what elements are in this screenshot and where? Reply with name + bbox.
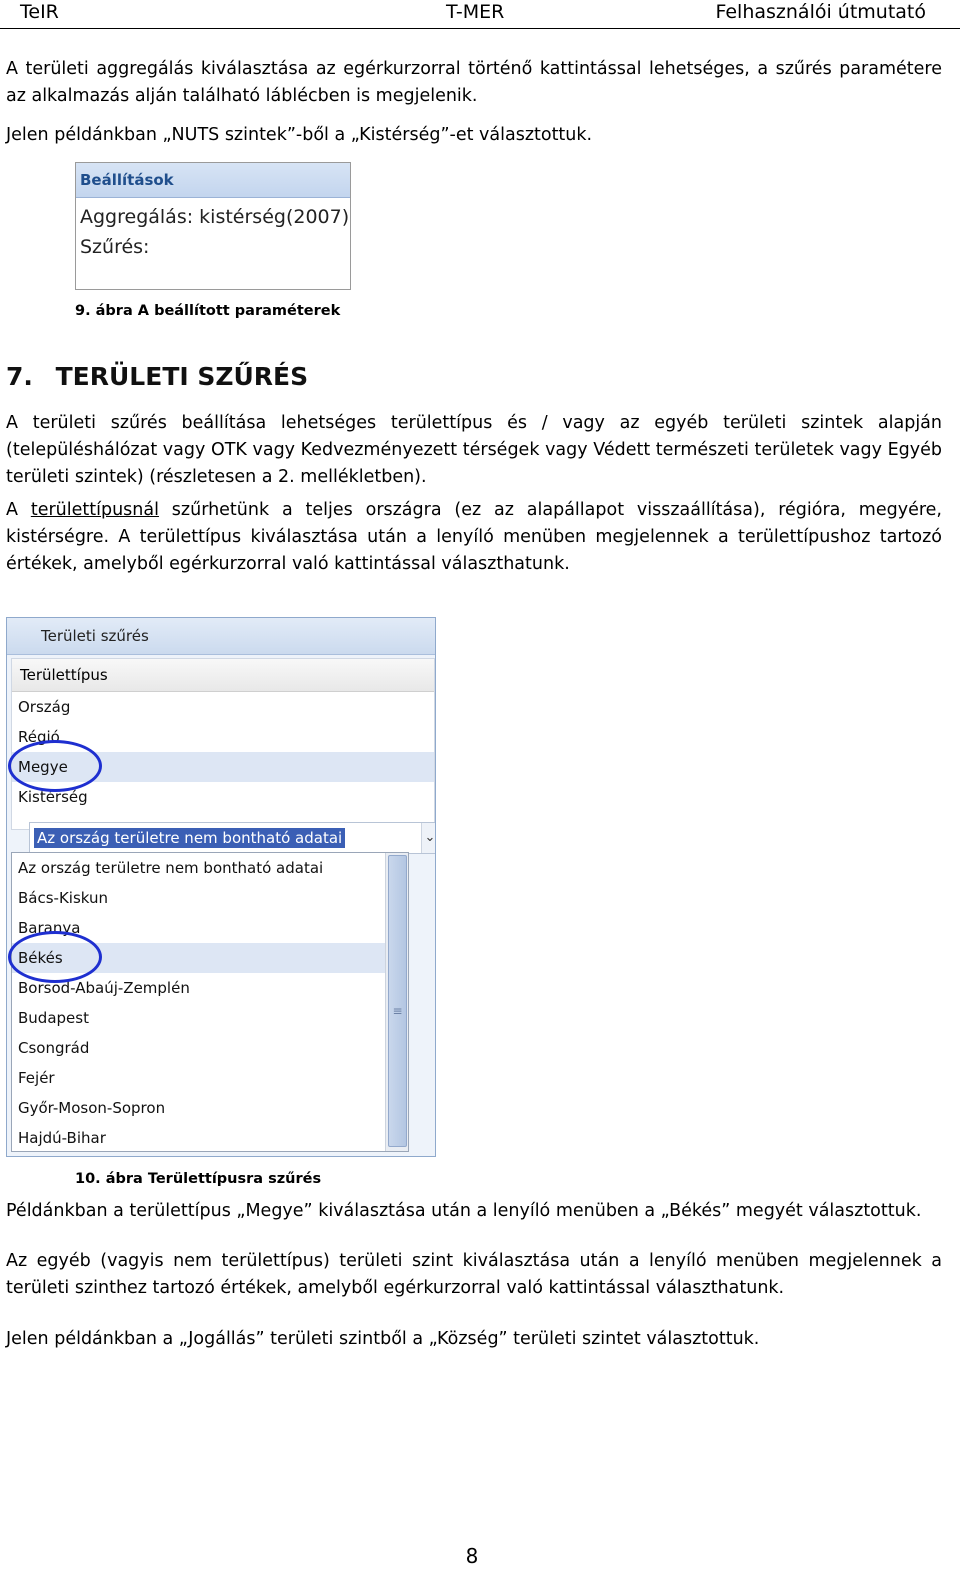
territory-type-item[interactable]: Ország: [18, 698, 71, 716]
section-paragraph-1: A területi szűrés beállítása lehetséges területtípus és / vagy az egyéb területi szintek alapján (településhálózat vagy OTK vagy Kedvezményezett térségek vagy Védett természeti területek vagy Egyéb területi szintek) (részletesen a 2. mellékletben).: [6, 413, 942, 487]
combobox-value: Az ország területre nem bontható adatai: [34, 828, 345, 848]
territory-type-link: területtípusnál: [30, 500, 159, 520]
territory-type-item[interactable]: Kistérség: [18, 788, 88, 806]
territory-type-item-selected[interactable]: Megye: [12, 752, 434, 782]
figure-9-caption: 9. ábra A beállított paraméterek: [75, 303, 341, 319]
settings-panel-figure: [75, 162, 351, 290]
scrollbar-thumb[interactable]: [388, 855, 407, 1147]
example-paragraph-2: Jelen példánkban a „Jogállás” területi szintből a „Község” területi szintet választottuk.: [6, 1329, 760, 1349]
dropdown-item[interactable]: Bács-Kiskun: [18, 889, 109, 907]
filter-line: Szűrés:: [80, 236, 150, 258]
figure-10-caption: 10. ábra Területtípusra szűrés: [75, 1171, 322, 1187]
highlight-circle-megye: [8, 740, 102, 792]
other-level-paragraph: Az egyéb (vagyis nem területtípus) területi szint kiválasztása után a lenyíló menüben megjelennek a területi szinthez tartozó értékek, amelyből egérkurzorral való kattintással választhatunk.: [6, 1251, 942, 1298]
section-title: TERÜLETI SZŰRÉS: [55, 362, 309, 391]
dropdown-item[interactable]: Az ország területre nem bontható adatai: [18, 859, 324, 877]
dropdown-item[interactable]: Fejér: [18, 1069, 55, 1087]
section-paragraph-2: A területtípusnál szűrhetünk a teljes országra (ez az alapállapot visszaállítása), régióra, megyére, kistérségre. A területtípus kiválasztása után a lenyíló menüben megjelennek a területtípushoz tartozó értékek, amelyből egérkurzorral való kattintással választhatunk.: [6, 500, 942, 574]
chevron-down-icon[interactable]: ⌄: [421, 823, 436, 853]
highlight-circle-bekes: [8, 931, 102, 983]
dropdown-item[interactable]: Hajdú-Bihar: [18, 1129, 106, 1147]
page-header: [0, 0, 960, 29]
dropdown-item[interactable]: Baranya: [18, 919, 81, 937]
header-left: TeIR: [20, 1, 59, 23]
header-center: T-MER: [446, 1, 505, 23]
intro-example: Jelen példánkban „NUTS szintek”-ből a „Kistérség”-et választottuk.: [6, 125, 593, 145]
territorial-filter-title: Területi szűrés: [7, 618, 435, 655]
grip-icon: ≡: [392, 1004, 403, 1018]
page-number: 8: [465, 1544, 479, 1568]
dropdown-item[interactable]: Győr-Moson-Sopron: [18, 1099, 166, 1117]
territory-type-item[interactable]: Régió: [18, 728, 60, 746]
section-heading: [6, 362, 308, 391]
territorial-filter-panel: [6, 617, 436, 1157]
dropdown-item[interactable]: Budapest: [18, 1009, 89, 1027]
intro-paragraph: A területi aggregálás kiválasztása az egérkurzorral történő kattintással lehetséges, a szűrés paramétere az alkalmazás alján található láblécben is megjelenik.: [6, 59, 942, 106]
territory-value-combobox[interactable]: [29, 822, 436, 854]
aggregation-line: Aggregálás: kistérség(2007): [80, 206, 350, 228]
settings-panel-title: Beállítások: [76, 163, 350, 198]
header-right: Felhasználói útmutató: [715, 1, 926, 23]
dropdown-item-selected[interactable]: Békés: [12, 943, 408, 973]
territory-value-dropdown: [11, 852, 409, 1152]
dropdown-scrollbar[interactable]: [385, 853, 408, 1151]
territory-type-header: Területtípus: [12, 659, 434, 692]
dropdown-item[interactable]: Borsod-Abaúj-Zemplén: [18, 979, 190, 997]
dropdown-item[interactable]: Csongrád: [18, 1039, 90, 1057]
section-number: 7.: [6, 362, 33, 391]
example-paragraph: Példánkban a területtípus „Megye” kiválasztása után a lenyíló menüben a „Békés” megyét választottuk.: [6, 1201, 922, 1221]
